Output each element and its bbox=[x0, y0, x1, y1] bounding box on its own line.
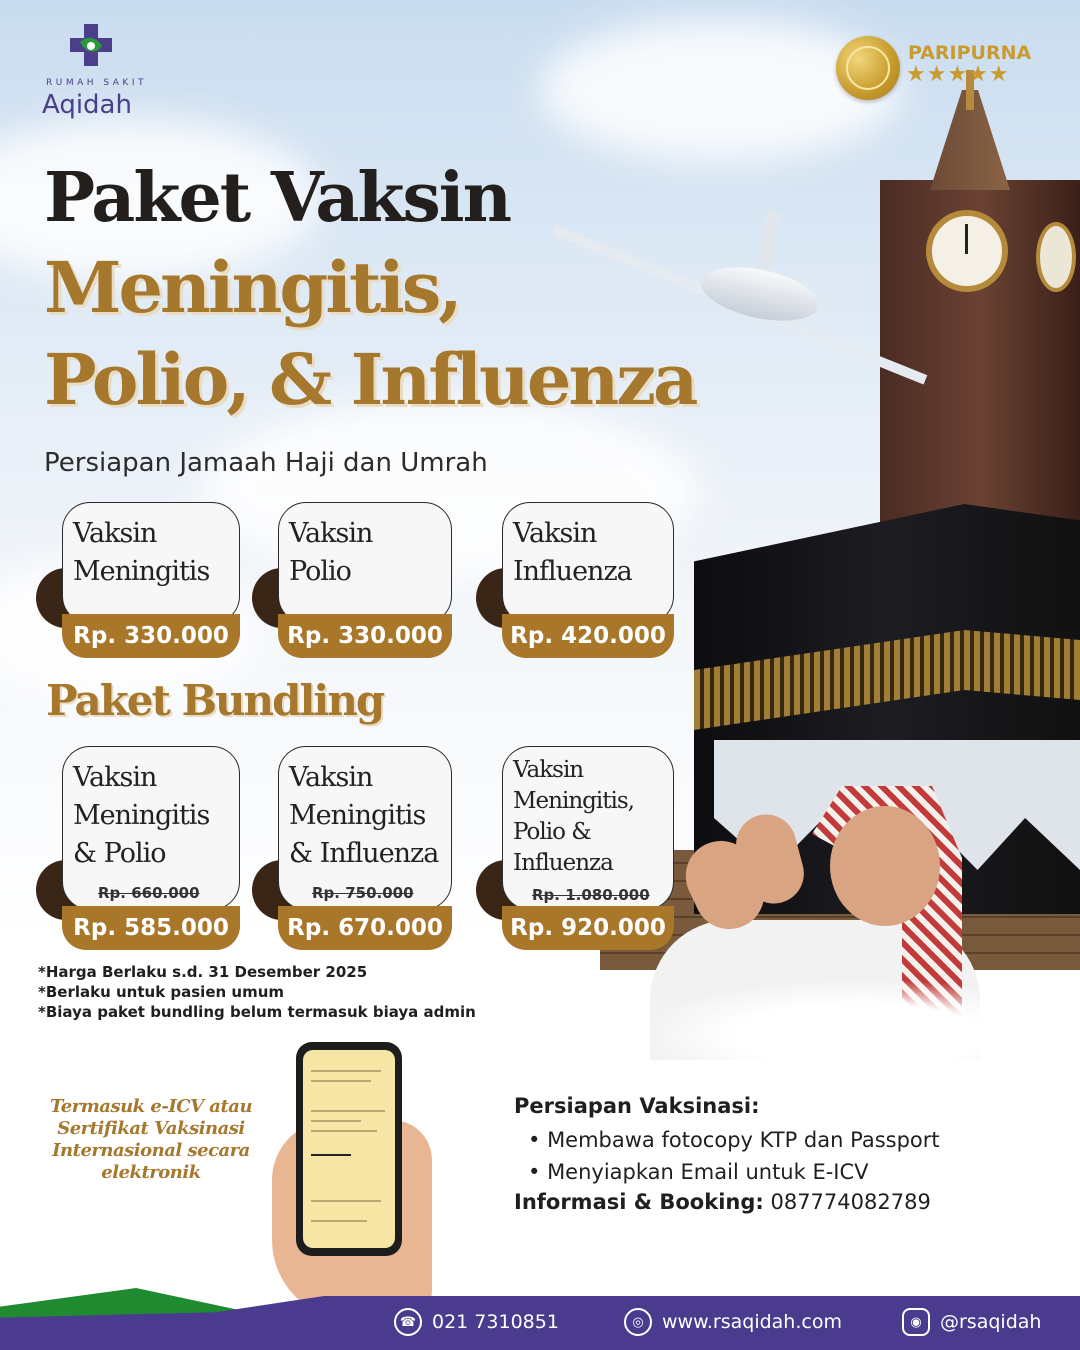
package-name: Meningitis, bbox=[513, 788, 634, 814]
old-price: Rp. 750.000 bbox=[312, 884, 414, 902]
bundle-section-title: Paket Bundling bbox=[46, 676, 384, 725]
headline-line-2: Meningitis, bbox=[44, 246, 460, 329]
package-price: Rp. 330.000 bbox=[62, 614, 240, 658]
package-card-polio[interactable] bbox=[252, 502, 458, 662]
preparation-title: Persiapan Vaksinasi: bbox=[514, 1094, 760, 1118]
eicv-certificate-screen bbox=[303, 1050, 395, 1248]
telephone-icon: ☎ bbox=[394, 1308, 422, 1336]
package-name: & Polio bbox=[73, 838, 166, 869]
screen-text-line bbox=[311, 1200, 381, 1202]
footer-instagram[interactable] bbox=[902, 1308, 1041, 1336]
note-line: *Harga Berlaku s.d. 31 Desember 2025 bbox=[38, 963, 368, 981]
clock-hand bbox=[965, 224, 968, 254]
airplane-icon bbox=[696, 258, 823, 330]
rating-stars-icon: ★★★★★ bbox=[906, 62, 1010, 87]
package-name: Vaksin bbox=[513, 757, 584, 783]
package-card-influenza[interactable] bbox=[476, 502, 682, 662]
old-price: Rp. 1.080.000 bbox=[532, 886, 650, 904]
package-name: Influenza bbox=[513, 556, 632, 587]
note-line: *Berlaku untuk pasien umum bbox=[38, 983, 285, 1001]
old-price: Rp. 660.000 bbox=[98, 884, 200, 902]
headline-line-1: Paket Vaksin bbox=[44, 158, 511, 238]
accreditation-seal-ring bbox=[846, 46, 890, 90]
card-body bbox=[502, 502, 674, 624]
package-name: Vaksin bbox=[289, 518, 373, 549]
accreditation-label: PARIPURNA bbox=[908, 42, 1032, 64]
side-clock-icon bbox=[1036, 222, 1076, 292]
eicv-info-text: Termasuk e-ICV atau Sertifikat Vaksinasi Internasional secara elektronik bbox=[49, 1096, 253, 1183]
package-name: Vaksin bbox=[73, 762, 157, 793]
bundle-card-meningitis-influenza[interactable] bbox=[252, 746, 458, 956]
package-name: Polio & bbox=[513, 819, 591, 845]
package-name: Meningitis bbox=[289, 800, 426, 831]
package-name: Meningitis bbox=[73, 556, 210, 587]
man-face-image bbox=[830, 806, 940, 926]
footer-website-text: www.rsaqidah.com bbox=[662, 1311, 842, 1333]
package-name: Meningitis bbox=[73, 800, 210, 831]
list-item: • Menyiapkan Email untuk E-ICV bbox=[528, 1156, 940, 1188]
instagram-icon: ◉ bbox=[902, 1308, 930, 1336]
package-price: Rp. 420.000 bbox=[502, 614, 674, 658]
booking-phone[interactable]: 087774082789 bbox=[770, 1190, 931, 1214]
screen-text-line bbox=[311, 1080, 371, 1082]
logo-name: Aqidah bbox=[42, 90, 132, 120]
package-name: Influenza bbox=[513, 850, 613, 876]
headline-subtitle: Persiapan Jamaah Haji dan Umrah bbox=[44, 448, 488, 478]
screen-text-line bbox=[311, 1120, 361, 1122]
package-name: Vaksin bbox=[73, 518, 157, 549]
screen-text-line bbox=[311, 1070, 381, 1072]
logo-subtitle: RUMAH SAKIT bbox=[46, 78, 147, 88]
footer-phone[interactable] bbox=[394, 1308, 559, 1336]
package-name: & Influenza bbox=[289, 838, 439, 869]
globe-icon: ◎ bbox=[624, 1308, 652, 1336]
package-name: Vaksin bbox=[513, 518, 597, 549]
screen-text-line bbox=[311, 1220, 367, 1222]
package-name: Vaksin bbox=[289, 762, 373, 793]
booking-info bbox=[514, 1190, 931, 1214]
card-body bbox=[62, 502, 240, 624]
note-line: *Biaya paket bundling belum termasuk biaya admin bbox=[38, 1003, 476, 1021]
card-body bbox=[278, 502, 452, 624]
list-item: • Membawa fotocopy KTP dan Passport bbox=[528, 1124, 940, 1156]
bundle-card-meningitis-polio[interactable] bbox=[36, 746, 242, 956]
package-name: Polio bbox=[289, 556, 351, 587]
booking-label: Informasi & Booking: bbox=[514, 1190, 764, 1214]
screen-text-line bbox=[311, 1130, 377, 1132]
headline-line-3: Polio, & Influenza bbox=[44, 338, 696, 421]
package-card-meningitis[interactable] bbox=[36, 502, 242, 662]
footer-instagram-text: @rsaqidah bbox=[940, 1311, 1042, 1333]
screen-redacted-line bbox=[311, 1154, 351, 1156]
package-price: Rp. 920.000 bbox=[502, 906, 674, 950]
package-price: Rp. 330.000 bbox=[278, 614, 452, 658]
footer-phone-text: 021 7310851 bbox=[432, 1311, 559, 1333]
preparation-list bbox=[528, 1124, 940, 1188]
screen-text-line bbox=[311, 1110, 385, 1112]
bundle-card-all-three[interactable] bbox=[476, 746, 682, 956]
hospital-logo-icon bbox=[68, 22, 114, 68]
footer-website[interactable] bbox=[624, 1308, 842, 1336]
terms-notes bbox=[38, 962, 476, 1022]
package-price: Rp. 670.000 bbox=[278, 906, 452, 950]
cloud-decoration bbox=[640, 980, 1080, 1090]
package-price: Rp. 585.000 bbox=[62, 906, 240, 950]
